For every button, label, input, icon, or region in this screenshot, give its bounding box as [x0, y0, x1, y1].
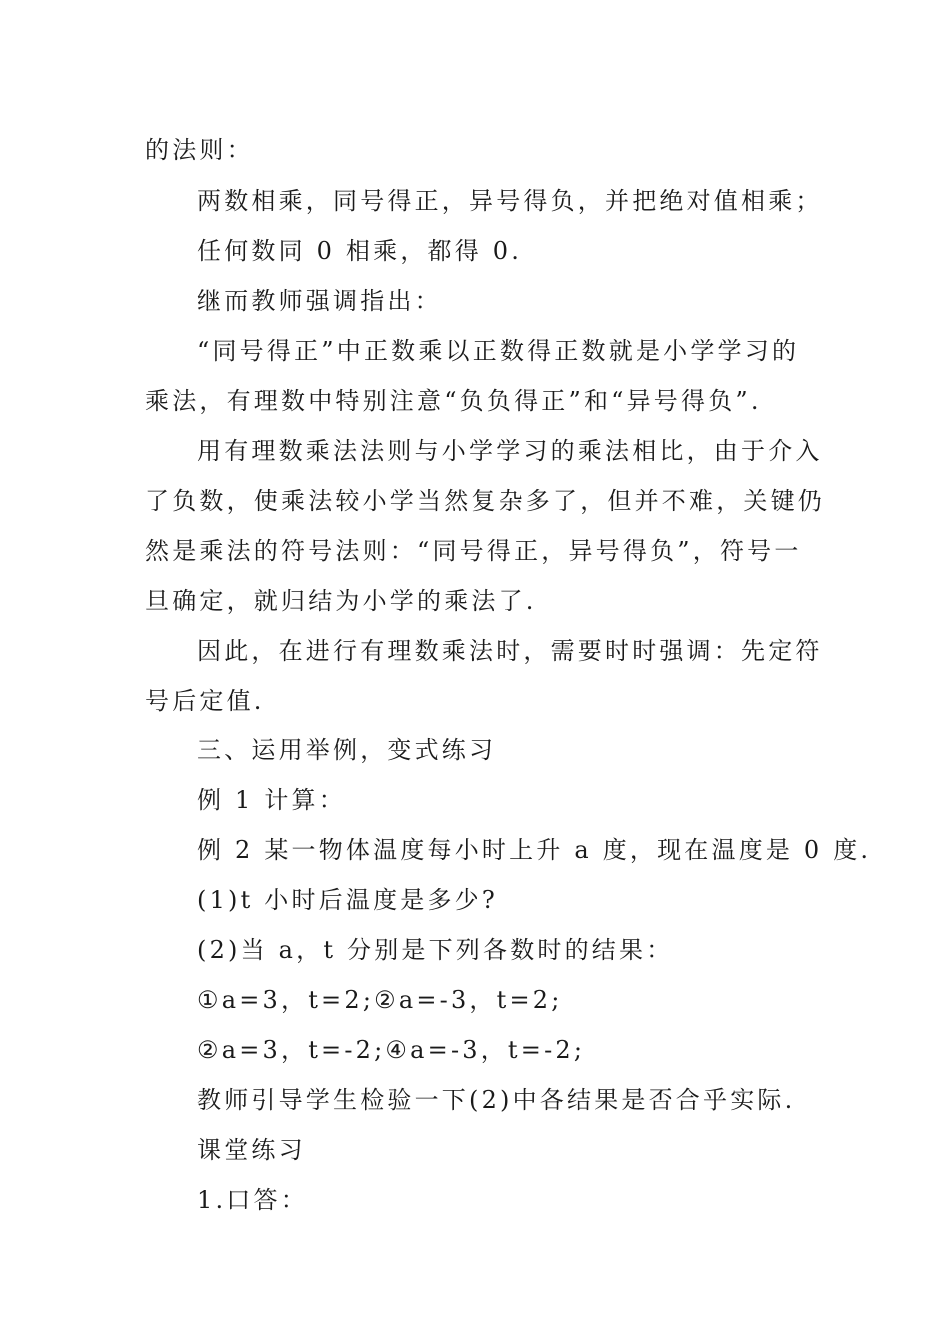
text-line: 的法则：	[145, 136, 254, 164]
case-list: ②a=3，t=-2;④a=-3，t=-2;	[197, 1036, 586, 1064]
example-heading: 例 2 某一物体温度每小时上升 a 度，现在温度是 0 度.	[197, 836, 872, 864]
question-item: (2)当 a，t 分别是下列各数时的结果：	[197, 936, 674, 964]
section-heading: 三、运用举例，变式练习	[197, 736, 497, 764]
case-list: ①a=3，t=2;②a=-3，t=2;	[197, 986, 563, 1014]
question-item: (1)t 小时后温度是多少?	[197, 886, 498, 914]
section-heading: 课堂练习	[197, 1136, 306, 1164]
text-line: “同号得正”中正数乘以正数得正数就是小学学习的	[197, 337, 800, 365]
text-line: 教师引导学生检验一下(2)中各结果是否合乎实际.	[197, 1086, 796, 1114]
text-line: 任何数同 0 相乘，都得 0.	[197, 237, 523, 265]
example-heading: 例 1 计算：	[197, 786, 346, 814]
text-line: 乘法，有理数中特别注意“负负得正”和“异号得负”.	[145, 387, 762, 415]
text-line: 两数相乘，同号得正，异号得负，并把绝对值相乘；	[197, 187, 823, 215]
text-line: 号后定值.	[145, 687, 265, 715]
exercise-item: 1.口答：	[197, 1186, 308, 1214]
text-line: 然是乘法的符号法则：“同号得正，异号得负”，符号一	[145, 537, 802, 565]
text-line: 了负数，使乘法较小学当然复杂多了，但并不难，关键仍	[145, 487, 825, 515]
text-line: 继而教师强调指出：	[197, 287, 442, 315]
text-line: 用有理数乘法法则与小学学习的乘法相比，由于介入	[197, 437, 823, 465]
text-line: 因此，在进行有理数乘法时，需要时时强调：先定符	[197, 637, 823, 665]
text-line: 旦确定，就归结为小学的乘法了.	[145, 587, 537, 615]
